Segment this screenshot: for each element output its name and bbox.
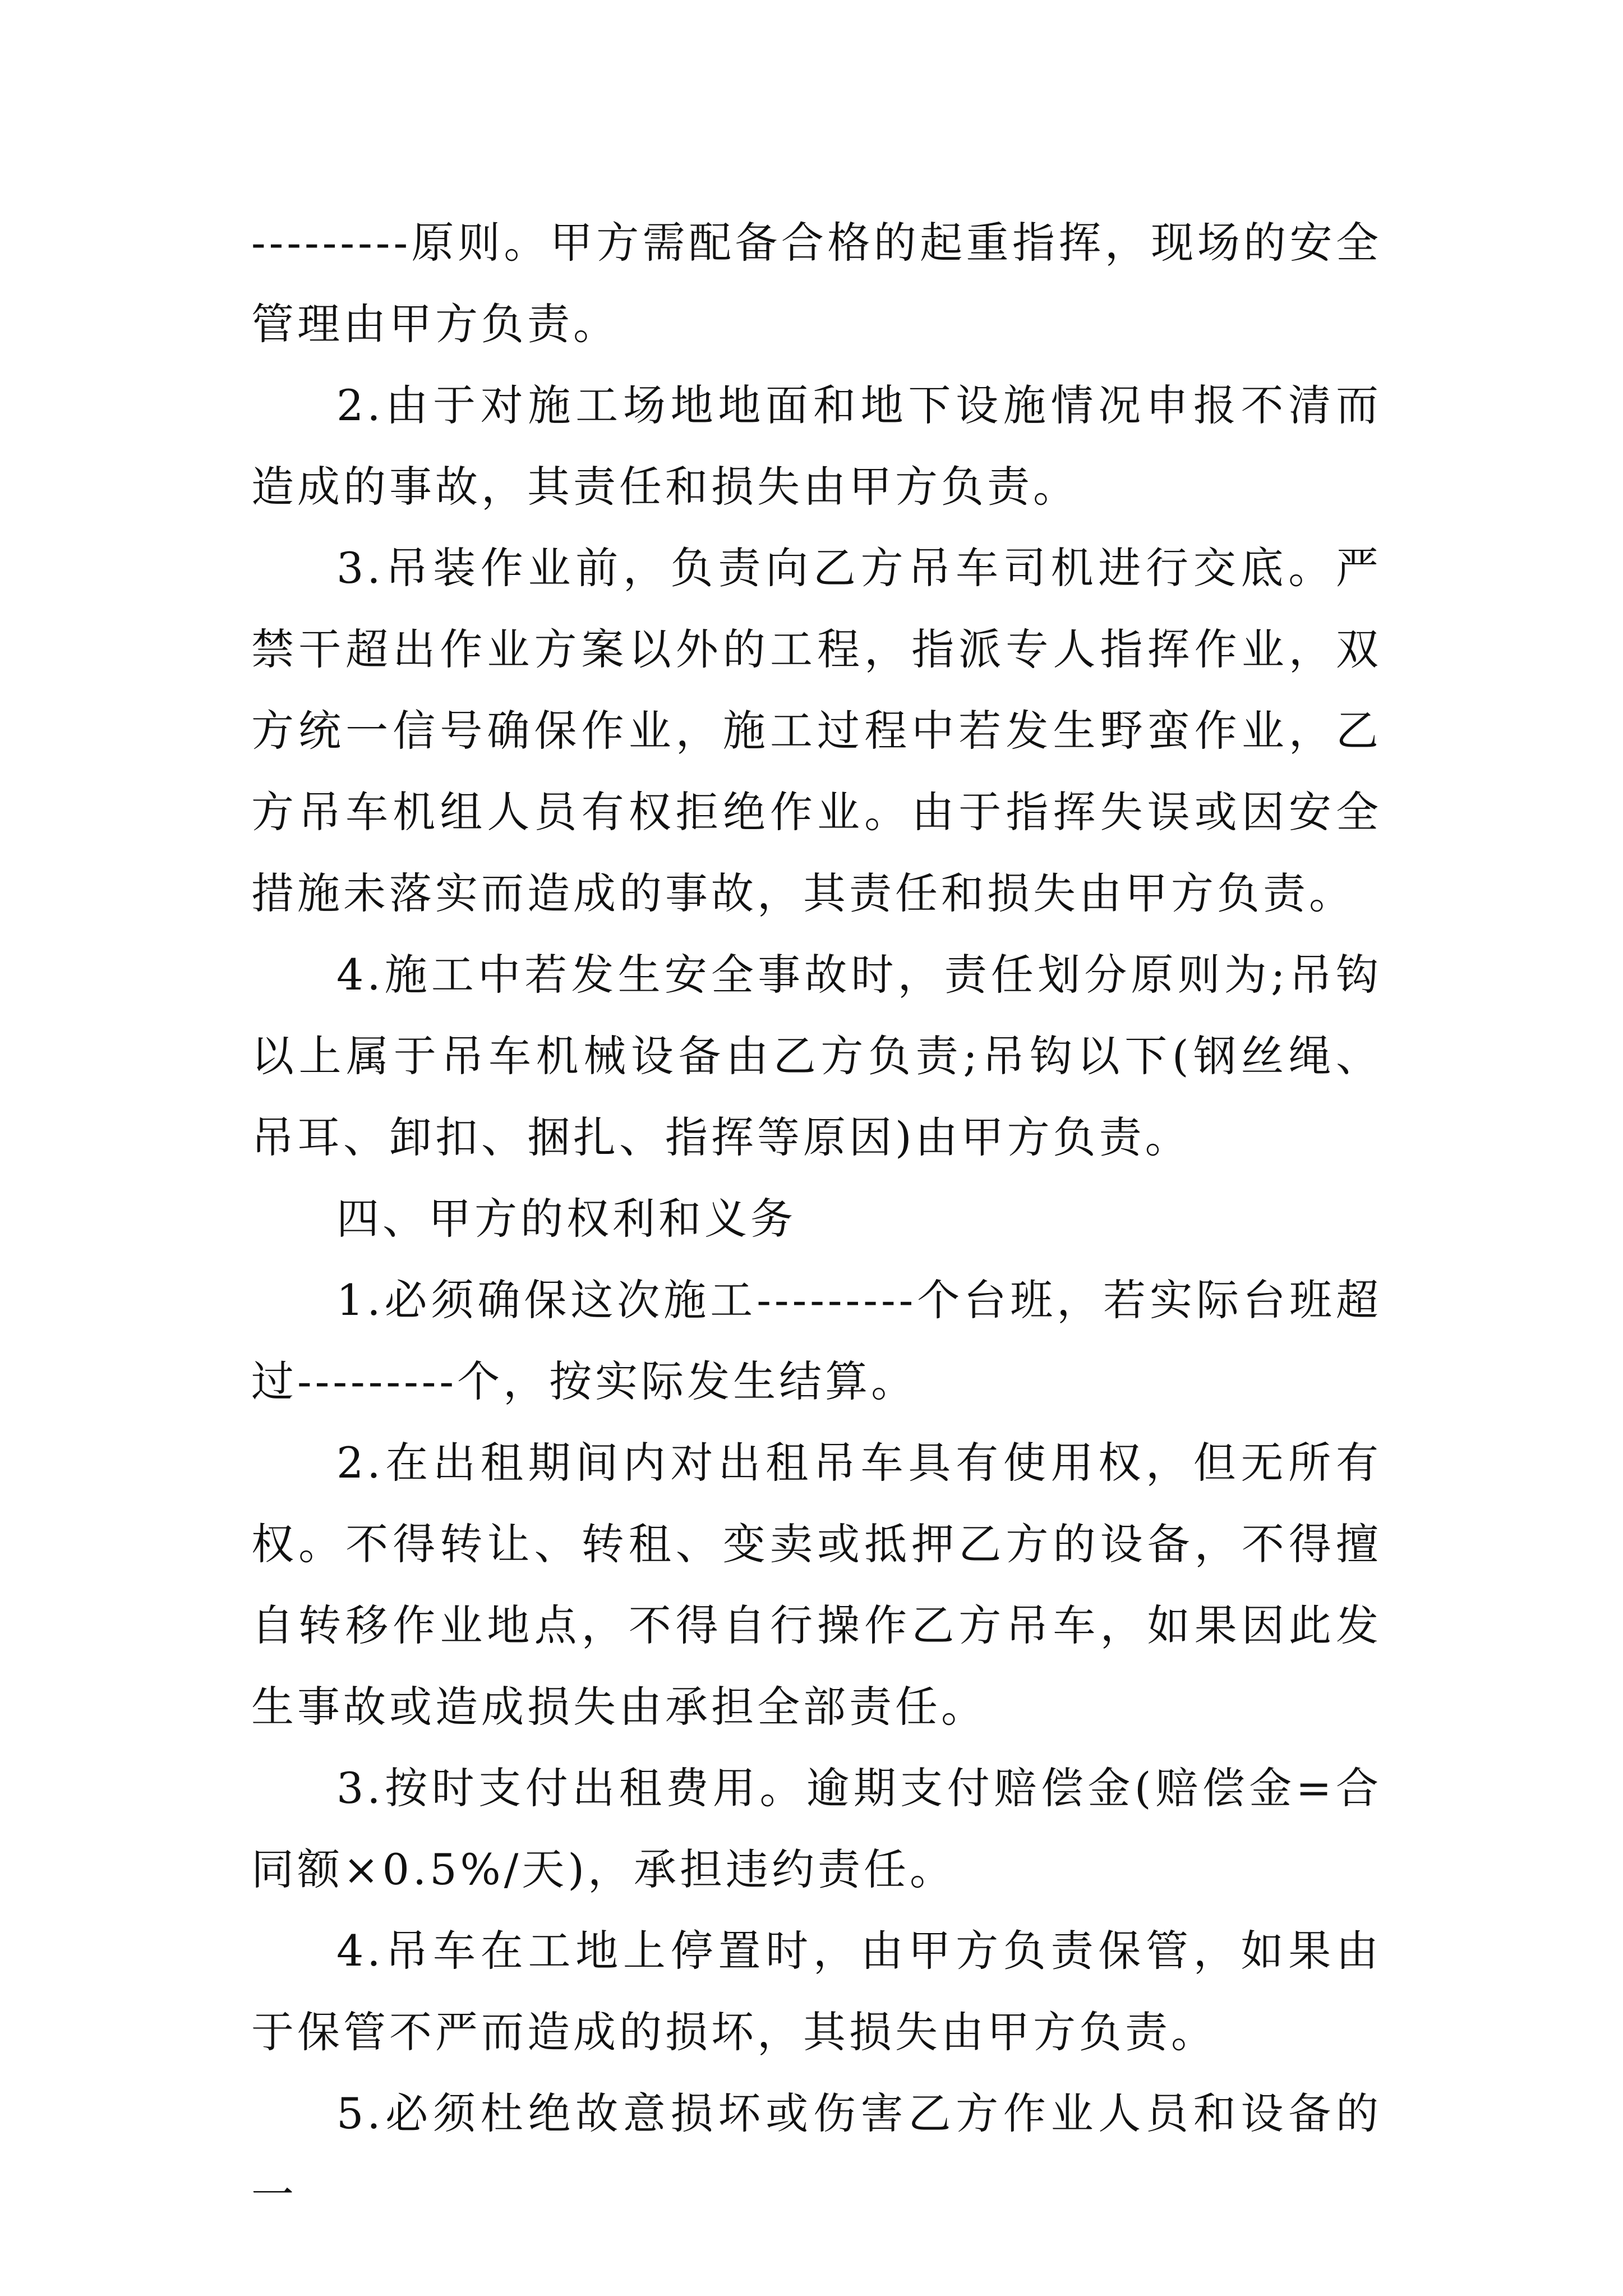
- section-heading: 四、甲方的权利和义务: [336, 1194, 796, 1244]
- paragraph-clause-4: 4.施工中若发生安全事故时，责任划分原则为;吊钩以上属于吊车机械设备由乙方负责;吊钩以下(钢丝绳、吊耳、卸扣、捆扎、指挥等原因)由甲方负责。: [251, 950, 1382, 1162]
- paragraph-party-a-4: 4.吊车在工地上停置时，由甲方负责保管，如果由于保管不严而造成的损坏，其损失由甲方负责。: [251, 1926, 1382, 2057]
- paragraph-party-a-1: 1.必须确保这次施工---------个台班，若实际台班超过---------个，按实际发生结算。: [251, 1275, 1382, 1406]
- document-body: [251, 202, 1382, 2235]
- paragraph-clause-2: 2.由于对施工场地地面和地下设施情况申报不清而造成的事故，其责任和损失由甲方负责。: [251, 380, 1382, 512]
- paragraph-clause-3: 3.吊装作业前，负责向乙方吊车司机进行交底。严禁干超出作业方案以外的工程，指派专人指挥作业，双方统一信号确保作业，施工过程中若发生野蛮作业，乙方吊车机组人员有权拒绝作业。由于指挥失误或因安全措施未落实而造成的事故，其责任和损失由甲方负责。: [251, 543, 1382, 918]
- paragraph-party-a-2: 2.在出租期间内对出租吊车具有使用权，但无所有权。不得转让、转租、变卖或抵押乙方的设备，不得擅自转移作业地点，不得自行操作乙方吊车，如果因此发生事故或造成损失由承担全部责任。: [251, 1438, 1382, 1732]
- paragraph-party-a-5: 5.必须杜绝故意损坏或伤害乙方作业人员和设备的一: [251, 2088, 1382, 2220]
- paragraph-continuation: ---------原则。甲方需配备合格的起重指挥，现场的安全管理由甲方负责。: [251, 218, 1382, 349]
- paragraph-party-a-3: 3.按时支付出租费用。逾期支付赔偿金(赔偿金=合同额×0.5%/天)，承担违约责任。: [251, 1763, 1382, 1894]
